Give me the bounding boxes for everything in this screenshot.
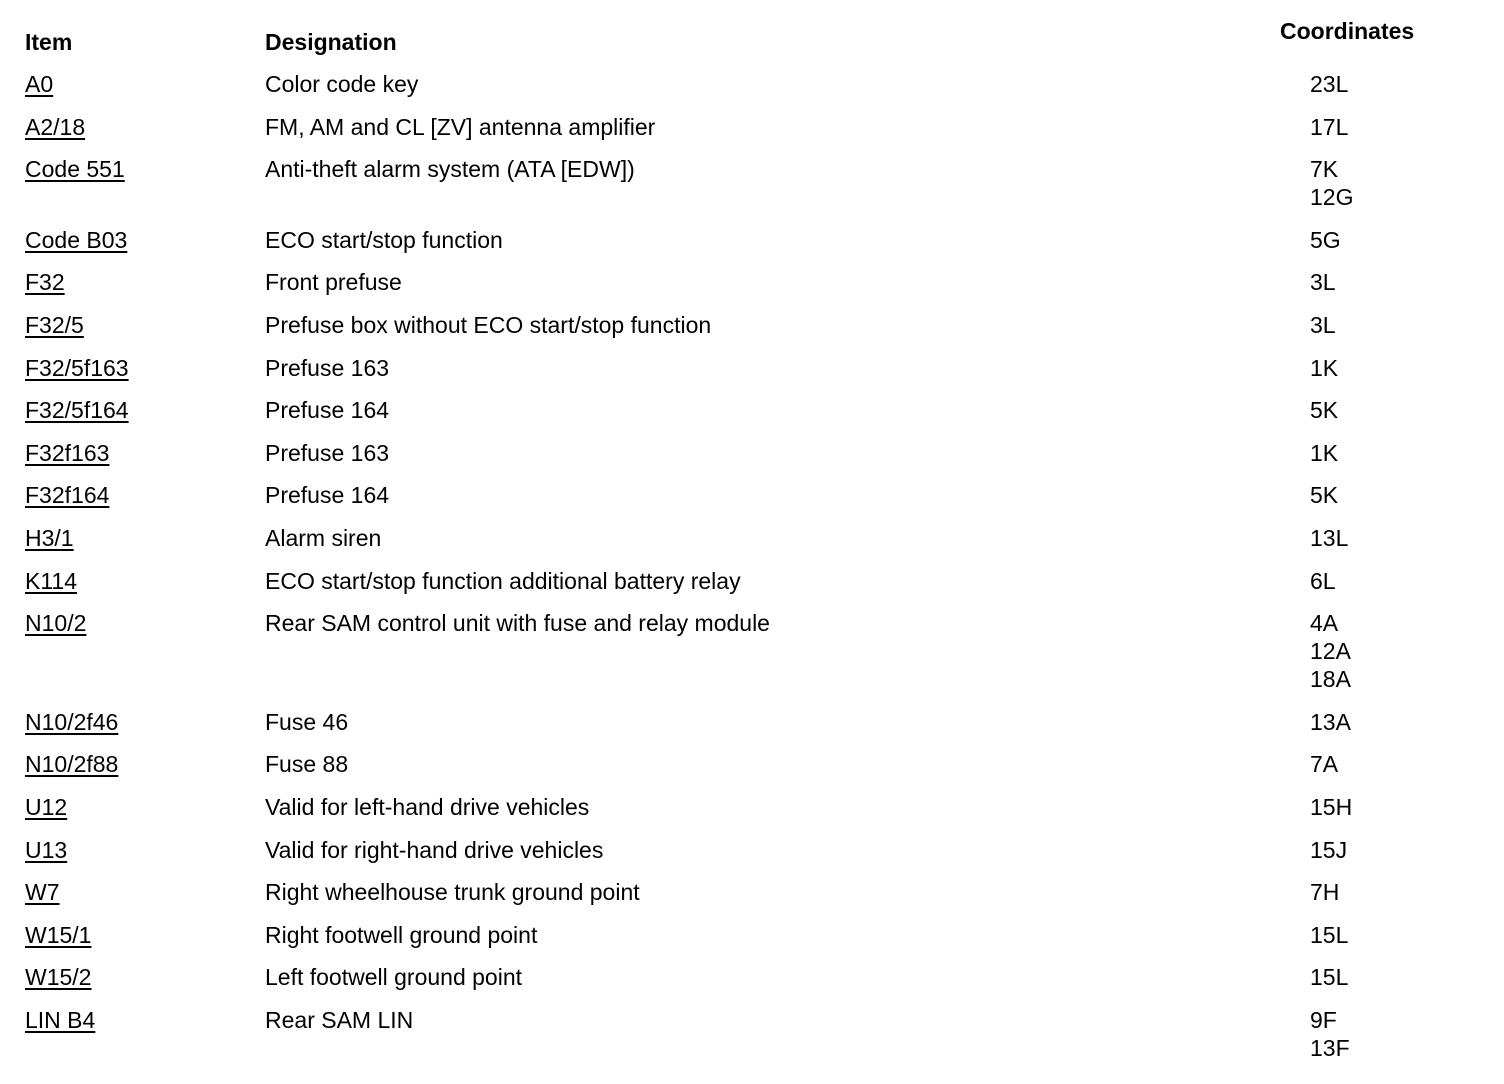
item-link[interactable]: N10/2f88 [25,751,119,778]
designation-text: FM, AM and CL [ZV] antenna amplifier [265,113,656,140]
designation-text: Prefuse 164 [265,397,390,424]
coordinate-value: 5K [1310,482,1339,509]
coordinate-value: 9F [1310,1006,1337,1033]
coordinates-cell [1310,708,1430,736]
coordinate-value: 1K [1310,439,1339,466]
table-row [0,878,1504,921]
item-link[interactable]: W7 [25,879,60,906]
coordinates-cell [1310,396,1430,424]
coordinate-value: 15L [1310,921,1349,948]
column-header-coordinates: Coordinates [1280,18,1415,44]
item-link[interactable]: F32f163 [25,439,110,466]
designation-text: Left footwell ground point [265,964,523,991]
coordinates-cell [1310,609,1430,693]
coordinates-cell [1310,354,1430,382]
designation-text: Front prefuse [265,269,402,296]
coordinate-value: 3L [1310,311,1336,338]
item-link[interactable]: F32/5f164 [25,397,129,424]
table-row [0,567,1504,610]
item-link[interactable]: F32 [25,269,65,296]
coordinate-value: 12G [1310,184,1354,211]
designation-text: Valid for left-hand drive vehicles [265,793,590,820]
table-row [0,226,1504,269]
coordinates-cell [1310,524,1430,552]
coordinate-value: 12A [1310,638,1351,665]
item-link[interactable]: A0 [25,71,54,97]
coordinate-value: 15L [1310,964,1349,991]
coordinate-value: 1K [1310,354,1339,381]
coordinates-cell [1310,567,1430,595]
coordinate-value: 13A [1310,708,1351,735]
item-link[interactable]: H3/1 [25,524,74,551]
item-link[interactable]: F32f164 [25,482,110,509]
coordinate-value: 6L [1310,567,1336,594]
coordinates-cell [1310,878,1430,906]
designation-text: Prefuse 163 [265,439,390,466]
item-link[interactable]: Code 551 [25,156,125,183]
coordinates-cell [1310,268,1430,296]
item-link[interactable]: N10/2f46 [25,708,119,735]
table-row [0,311,1504,354]
coordinates-cell [1310,963,1430,991]
coordinate-value: 7A [1310,751,1339,778]
designation-text: Fuse 46 [265,708,349,735]
coordinate-value: 3L [1310,269,1336,296]
coordinates-cell [1310,750,1430,778]
item-link[interactable]: W15/2 [25,964,92,991]
designation-text: ECO start/stop function additional battery relay [265,567,741,594]
coordinate-value: 7H [1310,879,1340,906]
designation-text: Color code key [265,71,419,97]
coordinates-cell [1310,113,1430,141]
table-row [0,836,1504,879]
designation-text: Right wheelhouse trunk ground point [265,879,640,906]
item-link[interactable]: F32/5 [25,311,84,338]
item-link[interactable]: F32/5f163 [25,354,129,381]
table-row [0,750,1504,793]
designation-text: Rear SAM LIN [265,1006,414,1033]
table-row [0,524,1504,567]
item-link[interactable]: LIN B4 [25,1006,96,1033]
designation-text: Rear SAM control unit with fuse and relay module [265,610,770,637]
designation-text: ECO start/stop function [265,226,503,253]
coordinates-cell [1310,921,1430,949]
coordinate-value: 13L [1310,524,1349,551]
designation-text: Prefuse 164 [265,482,390,509]
designation-text: Prefuse 163 [265,354,390,381]
coordinate-value: 13F [1310,1034,1350,1061]
table-row [0,481,1504,524]
coordinate-value: 15J [1310,836,1348,863]
coordinate-value: 4A [1310,610,1339,637]
coordinate-value: 5K [1310,397,1339,424]
coordinate-value: 23L [1310,71,1349,97]
item-link[interactable]: Code B03 [25,226,128,253]
coordinates-cell [1310,439,1430,467]
column-header-item: Item [25,29,73,55]
table-row [0,963,1504,1006]
table-row [0,113,1504,156]
table-row [0,708,1504,751]
item-link[interactable]: K114 [25,567,78,594]
table-row [0,793,1504,836]
item-link[interactable]: N10/2 [25,610,87,637]
item-link[interactable]: U13 [25,836,68,863]
item-link[interactable]: W15/1 [25,921,92,948]
table-row [0,921,1504,964]
coordinate-value: 17L [1310,113,1349,140]
coordinate-value: 7K [1310,156,1339,183]
table-row [0,396,1504,439]
coordinates-cell [1310,793,1430,821]
coordinates-cell [1310,836,1430,864]
column-header-designation: Designation [265,29,397,55]
designation-text: Alarm siren [265,524,382,551]
table-row [0,268,1504,311]
item-link[interactable]: A2/18 [25,113,86,140]
coordinates-cell [1310,226,1430,254]
coordinates-cell [1310,155,1430,211]
coordinate-value: 18A [1310,666,1351,693]
table-row [0,155,1504,226]
designation-text: Right footwell ground point [265,921,538,948]
item-link[interactable]: U12 [25,793,68,820]
designation-text: Valid for right-hand drive vehicles [265,836,604,863]
table-row [0,609,1504,708]
designation-text: Fuse 88 [265,751,349,778]
coordinate-value: 15H [1310,793,1353,820]
table-row [0,354,1504,397]
coordinates-cell [1310,311,1430,339]
coordinate-value: 5G [1310,226,1341,253]
designation-text: Anti-theft alarm system (ATA [EDW]) [265,156,635,183]
coordinates-cell [1310,70,1430,98]
legend-table [0,70,1504,1076]
coordinates-cell [1310,481,1430,509]
table-row [0,1006,1504,1077]
coordinates-cell [1310,1006,1430,1062]
designation-text: Prefuse box without ECO start/stop function [265,311,712,338]
table-row [0,70,1504,113]
table-row [0,439,1504,482]
